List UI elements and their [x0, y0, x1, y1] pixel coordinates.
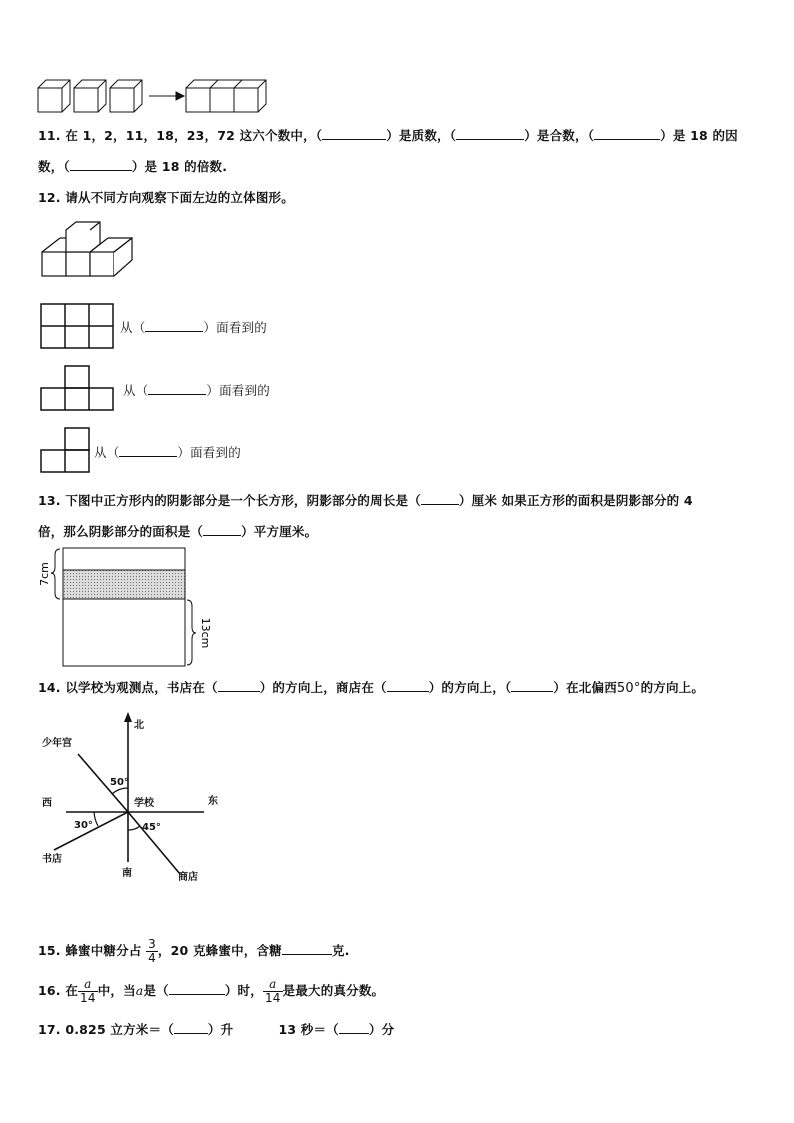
label-bookstore: 书店 [42, 854, 62, 865]
brace-7cm [51, 549, 60, 599]
question-16-text: 16. 在 $\frac{a}{14}$ 中，当a是（ ）时， $\frac{a}{14}$ 是最大的真分数。 [38, 977, 385, 1005]
question-15-text: 15. 蜂蜜中糖分占 $\frac{3}{4}$ ，20 克蜂蜜中，含糖 克. [38, 937, 350, 965]
shaded-rectangle [63, 570, 185, 599]
label-north: 北 [134, 720, 144, 731]
square [63, 548, 185, 666]
answer-blank-area[interactable] [203, 523, 241, 536]
question-11-line1: 11. 在 1，2，11，18，23，72 这六个数中，（ ）是质数，（ ）是合数，（ ）是 18 的因 [38, 128, 738, 143]
solid-figure [40, 222, 136, 278]
answer-blank-factors[interactable] [594, 127, 660, 140]
square-figure [36, 545, 216, 670]
question-13-line2: 倍，那么阴影部分的面积是（ ）平方厘米。 [38, 524, 318, 539]
answer-blank-bookstore[interactable] [218, 679, 260, 692]
cube-2 [74, 80, 106, 112]
label-angle-30: 30° [74, 820, 93, 831]
view-3-figure [40, 426, 92, 474]
label-south: 南 [122, 868, 132, 879]
answer-blank-shop[interactable] [387, 679, 429, 692]
label-west: 西 [42, 798, 52, 809]
answer-blank-view-1[interactable] [145, 319, 203, 332]
cube-3 [110, 80, 142, 112]
view-2-label: 从（ ）面看到的 [123, 383, 270, 398]
view-1-label: 从（ ）面看到的 [120, 320, 267, 335]
question-14-text: 14. 以学校为观测点，书店在（ ）的方向上，商店在（ ）的方向上，（ ）在北偏西50°的方向上。 [38, 680, 705, 696]
cube-1 [38, 80, 70, 112]
view-3-label: 从（ ）面看到的 [94, 445, 241, 460]
question-11-line2: 数，（ ）是 18 的倍数. [38, 159, 228, 174]
fraction-3-4: $\frac{3}{4}$ [148, 937, 156, 965]
label-angle-50: 50° [110, 777, 129, 788]
label-shop: 商店 [178, 872, 198, 883]
question-17-text: 17. 0.825 立方米＝（ ）升 13 秒＝（ ）分 [38, 1022, 395, 1037]
answer-blank-multiples[interactable] [70, 158, 132, 171]
brace-13cm [187, 600, 196, 665]
question-13-line1: 13. 下图中正方形内的阴影部分是一个长方形，阴影部分的周长是（ ）厘米 如果正方形的面积是阴影部分的 4 [38, 493, 693, 508]
question-12-text: 12. 请从不同方向观察下面左边的立体图形。 [38, 190, 294, 205]
cubes-figure [36, 78, 276, 114]
ray-bookstore [54, 812, 128, 850]
answer-blank-primes[interactable] [322, 127, 386, 140]
answer-blank-composites[interactable] [456, 127, 524, 140]
answer-blank-a[interactable] [169, 982, 225, 995]
answer-blank-view-3[interactable] [119, 444, 177, 457]
label-east: 东 [208, 796, 218, 807]
label-angle-45: 45° [142, 822, 161, 833]
label-7cm: 7cm [38, 562, 51, 586]
label-13cm: 13cm [199, 617, 212, 649]
answer-blank-liters[interactable] [174, 1021, 208, 1034]
view-2-figure [40, 364, 116, 412]
view-1-figure [40, 303, 116, 351]
fraction-a-14-second: $\frac{a}{14}$ [264, 977, 281, 1005]
answer-blank-minutes[interactable] [339, 1021, 369, 1034]
joined-cubes [186, 80, 266, 112]
answer-blank-perimeter[interactable] [421, 492, 459, 505]
label-youth-palace: 少年宫 [42, 738, 72, 749]
answer-blank-place[interactable] [511, 679, 553, 692]
answer-blank-view-2[interactable] [148, 382, 206, 395]
answer-blank-sugar[interactable] [282, 942, 332, 955]
direction-map [36, 712, 236, 882]
fraction-a-14: $\frac{a}{14}$ [80, 977, 96, 1005]
label-school: 学校 [134, 798, 154, 809]
